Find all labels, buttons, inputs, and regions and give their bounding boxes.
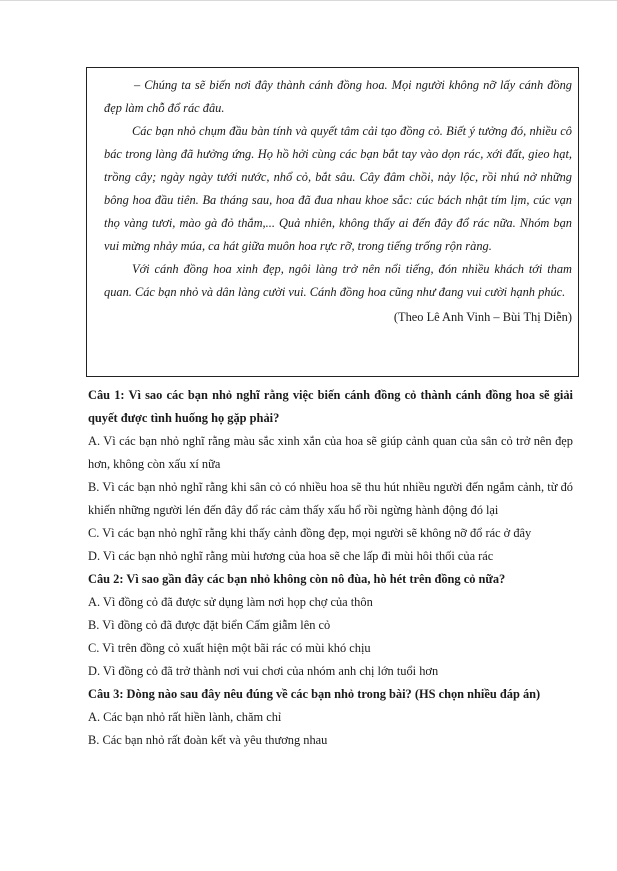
question-title: Câu 2: Vì sao gần đây các bạn nhỏ không còn nô đùa, hò hét trên đồng cỏ nữa? <box>88 572 506 586</box>
question-1 <box>88 384 573 568</box>
question-3 <box>88 683 573 752</box>
question-title: Câu 1: Vì sao các bạn nhỏ nghĩ rằng việc biến cánh đồng cỏ thành cánh đồng hoa sẽ giải quyết được tình huống họ gặp phải? <box>88 388 573 425</box>
answer-option-a: A. Vì đồng cỏ đã được sử dụng làm nơi họp chợ của thôn <box>88 595 373 609</box>
story-source: (Theo Lê Anh Vinh – Bùi Thị Diễn) <box>393 310 572 324</box>
answer-option-a: A. Các bạn nhỏ rất hiền lành, chăm chỉ <box>88 710 282 724</box>
answer-option-d: D. Vì đồng cỏ đã trở thành nơi vui chơi của nhóm anh chị lớn tuổi hơn <box>88 664 439 678</box>
story-passage-box <box>86 67 579 377</box>
question-list <box>88 384 573 752</box>
answer-option-a: A. Vì các bạn nhỏ nghĩ rằng màu sắc xinh xắn của hoa sẽ giúp cảnh quan của sân cỏ trở nên đẹp hơn, không còn xấu xí nữa <box>88 434 573 471</box>
answer-option-b: B. Các bạn nhỏ rất đoàn kết và yêu thương nhau <box>88 733 328 747</box>
story-paragraph: Các bạn nhỏ chụm đầu bàn tính và quyết tâm cải tạo đồng cỏ. Biết ý tưởng đó, nhiều cô bác trong làng đã hưởng ứng. Họ hồ hởi cùng các bạn bắt tay vào dọn rác, xới đất, gieo hạt, trồng cây; ngày ngày tưới nước, nhổ cỏ, bắt sâu. Cây đâm chồi, nảy lộc, rồi nhú nở những bông hoa đầu tiên. Ba tháng sau, hoa đã đua nhau khoe sắc: cúc bách nhật tím lịm, cúc vạn thọ vàng tươi, mào gà đỏ thắm,... Quả nhiên, không thấy ai đến đây đổ rác nữa. Nhóm bạn vui mừng nhảy múa, ca hát giữa muôn hoa rực rỡ, trong tiếng trống rộn ràng. <box>104 124 572 253</box>
question-title: Câu 3: Dòng nào sau đây nêu đúng về các bạn nhỏ trong bài? (HS chọn nhiều đáp án) <box>88 687 541 701</box>
answer-option-c: C. Vì các bạn nhỏ nghĩ rằng khi thấy cảnh đồng đẹp, mọi người sẽ không nỡ đổ rác ở đây <box>88 526 532 540</box>
page-top-rule <box>0 0 617 1</box>
question-2 <box>88 568 573 683</box>
answer-option-c: C. Vì trên đồng cỏ xuất hiện một bãi rác có mùi khó chịu <box>88 641 371 655</box>
answer-option-d: D. Vì các bạn nhỏ nghĩ rằng mùi hương của hoa sẽ che lấp đi mùi hôi thối của rác <box>88 549 494 563</box>
answer-option-b: B. Vì đồng cỏ đã được đặt biển Cấm giẫm lên cỏ <box>88 618 331 632</box>
answer-option-b: B. Vì các bạn nhỏ nghĩ rằng khi sân cỏ có nhiều hoa sẽ thu hút nhiều người đến ngắm cảnh, từ đó khiến những người lén đến đây đổ rác cảm thấy xấu hổ rồi ngừng hành động đó lại <box>88 480 573 517</box>
story-paragraph: Với cánh đồng hoa xinh đẹp, ngôi làng trở nên nổi tiếng, đón nhiều khách tới tham quan. Các bạn nhỏ và dân làng cười vui. Cánh đồng hoa cũng như đang vui cười hạnh phúc. <box>104 262 572 299</box>
story-paragraph: – Chúng ta sẽ biến nơi đây thành cánh đồng hoa. Mọi người không nỡ lấy cánh đồng đẹp làm chỗ đổ rác đâu. <box>104 78 572 115</box>
